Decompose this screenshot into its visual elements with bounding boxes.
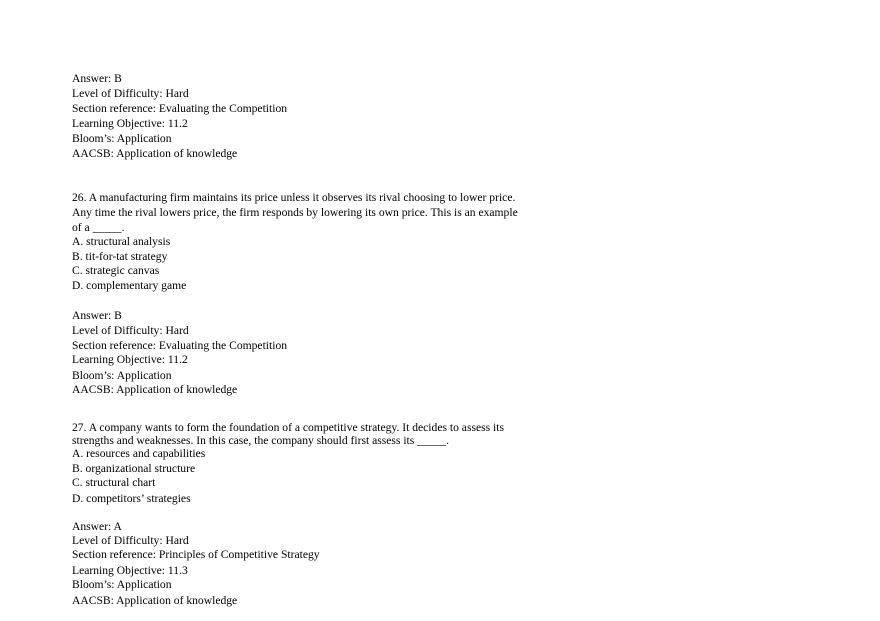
question-26-stem: Any time the rival lowers price, the firm responds by lowering its own price. This is an example [72, 206, 518, 219]
difficulty-line: Level of Difficulty: Hard [72, 534, 189, 547]
difficulty-line: Level of Difficulty: Hard [72, 87, 189, 100]
question-26-option-a: A. structural analysis [72, 235, 171, 248]
question-26-stem: 26. A manufacturing firm maintains its price unless it observes its rival choosing to lower price. [72, 191, 516, 204]
question-26-option-c: C. strategic canvas [72, 264, 160, 277]
question-27-stem: strengths and weaknesses. In this case, the company should first assess its _____. [72, 434, 450, 447]
difficulty-line: Level of Difficulty: Hard [72, 324, 189, 337]
question-27-option-d: D. competitors’ strategies [72, 492, 191, 505]
answer-line: Answer: B [72, 309, 122, 322]
question-26-option-d: D. complementary game [72, 279, 187, 292]
blooms-line: Bloom’s: Application [72, 369, 172, 382]
section-reference-line: Section reference: Evaluating the Competition [72, 102, 288, 115]
learning-objective-line: Learning Objective: 11.3 [72, 564, 188, 577]
blooms-line: Bloom’s: Application [72, 132, 172, 145]
answer-line: Answer: A [72, 520, 122, 533]
learning-objective-line: Learning Objective: 11.2 [72, 353, 188, 366]
question-26-stem: of a _____. [72, 221, 125, 234]
question-27-option-a: A. resources and capabilities [72, 447, 206, 460]
blooms-line: Bloom’s: Application [72, 578, 172, 591]
learning-objective-line: Learning Objective: 11.2 [72, 117, 188, 130]
aacsb-line: AACSB: Application of knowledge [72, 383, 238, 396]
aacsb-line: AACSB: Application of knowledge [72, 594, 238, 607]
answer-line: Answer: B [72, 72, 122, 85]
question-27-option-c: C. structural chart [72, 476, 156, 489]
aacsb-line: AACSB: Application of knowledge [72, 147, 238, 160]
question-26-option-b: B. tit-for-tat strategy [72, 250, 168, 263]
question-27-stem: 27. A company wants to form the foundation of a competitive strategy. It decides to assess its [72, 421, 504, 434]
section-reference-line: Section reference: Evaluating the Competition [72, 339, 288, 352]
section-reference-line: Section reference: Principles of Competitive Strategy [72, 548, 320, 561]
question-27-option-b: B. organizational structure [72, 462, 196, 475]
